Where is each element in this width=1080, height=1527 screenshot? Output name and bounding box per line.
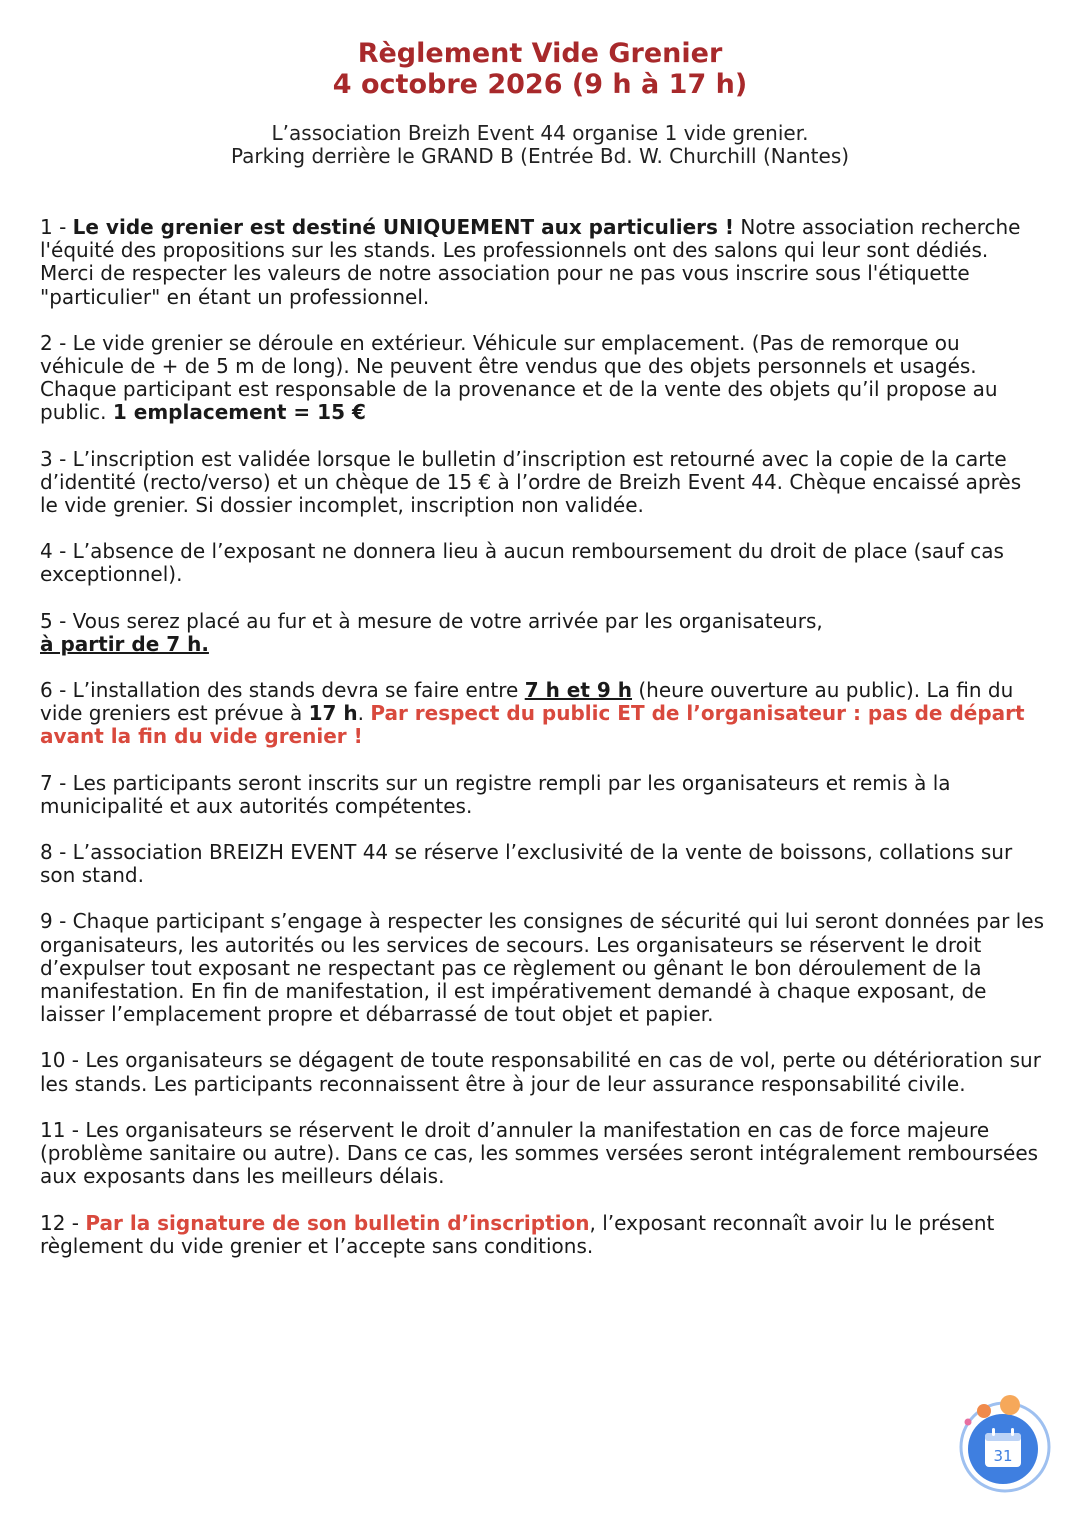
pink-dot	[965, 1419, 972, 1426]
rule-5-text: 5 - Vous serez placé au fur et à mesure de votre arrivée par les organisateurs,	[40, 608, 823, 633]
rule-4-text: 4 - L’absence de l’exposant ne donnera lieu à aucun remboursement du droit de place (sauf cas exceptionnel).	[40, 539, 1004, 587]
rule-1-text: Notre association recherche l'équité des propositions sur les stands. Les professionnels ont des salons qui leur sont dédiés. Merci de respecter les valeurs de notre association pour ne pas vous inscrire sous l'étiquette "particulier" en étant un professionnel.	[40, 215, 1021, 309]
rule-7-text: 7 - Les participants seront inscrits sur un registre rempli par les organisateurs et remis à la municipalité et aux autorités compétentes.	[40, 770, 951, 818]
rule-10-text: 10 - Les organisateurs se dégagent de toute responsabilité en cas de vol, perte ou détérioration sur les stands. Les participants reconnaissent être à jour de leur assurance responsabilité civile.	[40, 1048, 1041, 1096]
rule-3-text: 3 - L’inscription est validée lorsque le bulletin d’inscription est retourné avec la copie de la carte d’identité (recto/verso) et un chèque de 15 € à l’ordre de Breizh Event 44. Chèque encaissé après le vide grenier. Si dossier incomplet, inscription non validée.	[40, 446, 1022, 518]
rule-1	[40, 216, 1045, 309]
orange-dot	[1000, 1395, 1020, 1415]
rule-6-text2: (heure ouverture au public). La fin du vide greniers est prévue à	[40, 678, 1014, 726]
small-orange-dot	[977, 1404, 991, 1418]
rule-8-text: 8 - L’association BREIZH EVENT 44 se réserve l’exclusivité de la vente de boissons, collations sur son stand.	[40, 840, 1013, 888]
rule-6-bold: 17 h	[308, 701, 358, 726]
rule-5	[40, 610, 1045, 656]
calendar-day: 31	[993, 1447, 1013, 1465]
rule-2	[40, 332, 1045, 425]
calendar-icon	[955, 1395, 1055, 1495]
intro-line1: L’association Breizh Event 44 organise 1 vide grenier.	[271, 121, 809, 145]
rule-6	[40, 679, 1045, 749]
rule-1-bold: Le vide grenier est destiné UNIQUEMENT aux particuliers !	[72, 215, 734, 239]
rule-6-text3: .	[357, 701, 371, 726]
document-header	[0, 38, 1080, 168]
rule-7	[40, 772, 1045, 818]
intro-text	[0, 122, 1080, 168]
rule-6-red: Par respect du public ET de l’organisateur : pas de départ avant la fin du vide grenier !	[40, 701, 1025, 749]
rule-4	[40, 540, 1045, 586]
rule-6-underlined: 7 h et 9 h	[524, 678, 633, 703]
rule-12	[40, 1212, 1045, 1258]
rule-11-text: 11 - Les organisateurs se réservent le droit d’annuler la manifestation en cas de force majeure (problème sanitaire ou autre). Dans ce cas, les sommes versées seront intégralement remboursées aux exposants dans les meilleurs délais.	[40, 1117, 1039, 1189]
rule-2-bold: 1 emplacement = 15 €	[112, 400, 366, 425]
rule-9	[40, 910, 1045, 1026]
rule-5-underlined: à partir de 7 h.	[40, 631, 209, 656]
rule-3	[40, 448, 1045, 518]
document-title-line2: 4 octobre 2026 (9 h à 17 h)	[332, 69, 748, 100]
calendar-badge[interactable]	[955, 1395, 1055, 1495]
rule-6-text1: 6 - L’installation des stands devra se faire entre	[40, 678, 525, 703]
rule-10	[40, 1049, 1045, 1095]
rule-2-text: 2 - Le vide grenier se déroule en extérieur. Véhicule sur emplacement. (Pas de remorque ou véhicule de + de 5 m de long). Ne peuvent être vendus que des objets personnels et usagés. Chaque participant est responsable de la provenance et de la vente des objets qu’il propose au public.	[40, 330, 998, 425]
rule-9-text: 9 - Chaque participant s’engage à respecter les consignes de sécurité qui lui seront données par les organisateurs, les autorités ou les services de secours. Les organisateurs se réservent le droit d’expulser tout exposant ne respectant pas ce règlement ou gênant le bon déroulement de la manifestation. En fin de manifestation, il est impérativement demandé à chaque exposant, de laisser l’emplacement propre et débarrassé de tout objet et papier.	[40, 909, 1044, 1027]
rule-8	[40, 841, 1045, 887]
document-title-line1: Règlement Vide Grenier	[357, 38, 723, 69]
rule-12-text: , l’exposant reconnaît avoir lu le présent règlement du vide grenier et l’accepte sans conditions.	[40, 1210, 995, 1258]
rules-list	[40, 216, 1045, 1281]
rule-12-number: 12 -	[40, 1210, 86, 1235]
rule-12-red: Par la signature de son bulletin d’inscription	[85, 1210, 590, 1235]
intro-line2: Parking derrière le GRAND B (Entrée Bd. W. Churchill (Nantes)	[230, 144, 850, 168]
rule-1-number: 1 -	[40, 215, 73, 239]
rule-11	[40, 1119, 1045, 1189]
